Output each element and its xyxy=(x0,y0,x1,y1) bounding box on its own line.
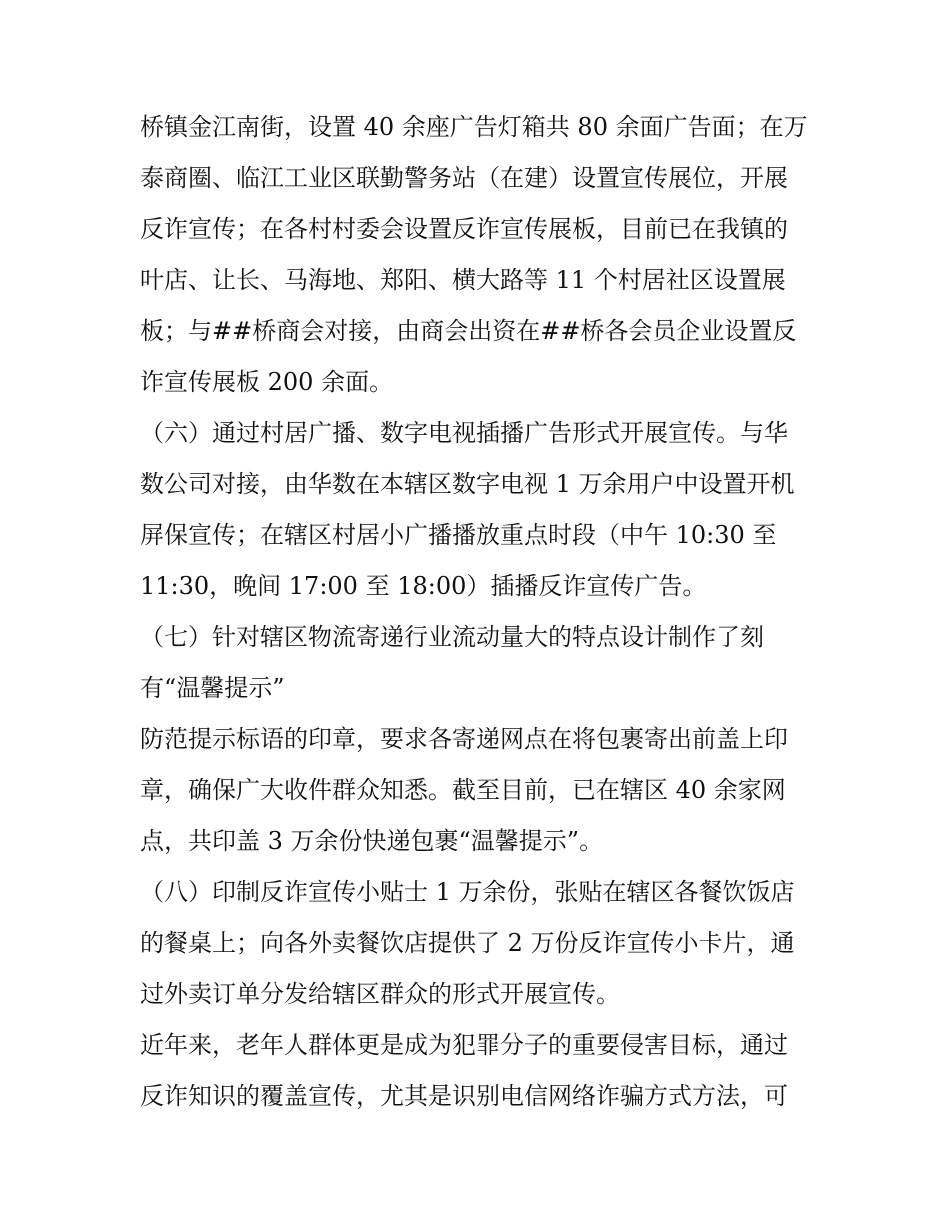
text-line: 桥镇金江南街，设置 40 余座广告灯箱共 80 余面广告面；在万 xyxy=(140,113,808,141)
text-line: 过外卖订单分发给辖区群众的形式开展宣传。 xyxy=(140,980,620,1008)
document-body xyxy=(140,102,830,1122)
text-line: 防范提示标语的印章，要求各寄递网点在将包裹寄出前盖上印 xyxy=(140,725,788,753)
text-line: 反诈知识的覆盖宣传，尤其是识别电信网络诈骗方式方法，可 xyxy=(140,1082,788,1110)
text-line: 11:30，晚间 17:00 至 18:00）插播反诈宣传广告。 xyxy=(140,572,707,600)
text-line: 诈宣传展板 200 余面。 xyxy=(140,368,394,396)
text-line: 板；与##桥商会对接，由商会出资在##桥各会员企业设置反 xyxy=(140,317,797,345)
text-line: 点，共印盖 3 万余份快递包裹“温馨提示”。 xyxy=(140,827,604,855)
text-line: 屏保宣传；在辖区村居小广播播放重点时段（中午 10:30 至 xyxy=(140,521,777,549)
section-7-line: （七）针对辖区物流寄递行业流动量大的特点设计制作了刻 xyxy=(140,623,764,651)
section-6-line: （六）通过村居广播、数字电视插播广告形式开展宣传。与华 xyxy=(140,419,788,447)
text-line: 章，确保广大收件群众知悉。截至目前，已在辖区 40 余家网 xyxy=(140,776,786,804)
text-line: 近年来，老年人群体更是成为犯罪分子的重要侵害目标，通过 xyxy=(140,1031,788,1059)
text-line: 反诈宣传；在各村村委会设置反诈宣传展板，目前已在我镇的 xyxy=(140,215,788,243)
text-line: 数公司对接，由华数在本辖区数字电视 1 万余用户中设置开机 xyxy=(140,470,795,498)
text-line: 泰商圈、临江工业区联勤警务站（在建）设置宣传展位，开展 xyxy=(140,164,788,192)
text-line: 的餐桌上；向各外卖餐饮店提供了 2 万份反诈宣传小卡片，通 xyxy=(140,929,795,957)
section-8-line: （八）印制反诈宣传小贴士 1 万余份，张贴在辖区各餐饮饭店 xyxy=(140,878,795,906)
text-line: 有“温馨提示” xyxy=(140,674,285,702)
text-line: 叶店、让长、马海地、郑阳、横大路等 11 个村居社区设置展 xyxy=(140,266,786,294)
